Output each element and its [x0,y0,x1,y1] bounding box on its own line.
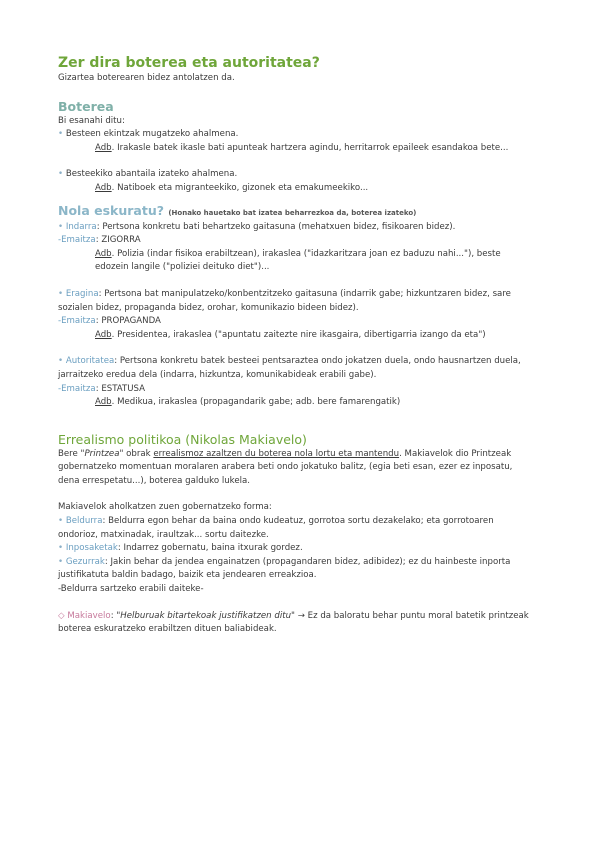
boterea-intro: Bi esanahi ditu: [58,115,125,126]
example-line: Adb. Presidentea, irakaslea ("apuntatu zaitezte nire ikasgaira, dibertigarria izango da eta") [95,329,486,340]
diamond-icon: ◇ [58,610,68,621]
emaitza-line: -Emaitza: ESTATUSA [58,383,146,394]
list-item-cont: justifikatuta baldin badago, baizik eta jendearen erreakzioa. [58,570,317,581]
list-item-inposaketak: • Inposaketak: Indarrez gobernatu, baina itxurak gordez. [58,543,303,554]
example-line: Adb. Polizia (indar fisikoa erabiltzean), irakaslea ("idazkaritzara joan ez baduzu nahi..."), beste [95,248,501,259]
page-title: Zer dira boterea eta autoritatea? [58,55,320,71]
bullet-icon: • [58,543,66,554]
list-item: • Besteekiko abantaila izateko ahalmena. [58,169,238,180]
example-line-cont: edozein langile ("poliziei deituko diet")... [95,262,270,273]
paragraph-printzea: Bere "Printzea" obrak errealismoz azaltzen du boterea nola lortu eta mantendu. Makiavelok dio Printzeak [58,448,512,459]
list-item-autoritatea: • Autoritatea: Pertsona konkretu batek besteei pentsaraztea ondo jokatzen duela, ondo hausnartzen duela, [58,356,521,367]
list-item-indarra: • Indarra: Pertsona konkretu bati behartzeko gaitasuna (mehatxuen bidez, fisikoaren bidez). [58,221,456,232]
bullet-icon: • [58,356,66,367]
section-heading-errealismo: Errealismo politikoa (Nikolas Makiavelo) [58,431,307,447]
makiavelo-quote-cont: boterea eskuratzeko erabiltzen dituen baliabideak. [58,624,277,635]
makiavelo-quote-line: ◇ Makiavelo: "Helburuak bitartekoak justifikatzen ditu" → Ez da baloratu behar puntu moral batetik printzeak [58,610,529,621]
bullet-icon: • [58,129,66,140]
document-page [58,54,558,637]
list-item-beldurra: • Beldurra: Beldurra egon behar da baina ondo kudeatuz, gorrotoa sortu dezakelako; eta gorrotoaren [58,516,494,527]
bullet-icon: • [58,288,66,299]
example-line: Adb. Natiboek eta migranteekiko, gizonek eta emakumeekiko... [95,182,369,193]
page-subtitle: Gizartea boterearen bidez antolatzen da. [58,73,235,83]
section-heading-nola: Nola eskuratu? (Honako hauetako bat izatea beharrezkoa da, boterea izateko) [58,202,417,218]
note-beldurra: -Beldurra sartzeko erabili daiteke- [58,584,204,595]
emaitza-line: -Emaitza: PROPAGANDA [58,316,161,327]
emaitza-line: -Emaitza: ZIGORRA [58,235,141,246]
example-line: Adb. Irakasle batek ikasle bati apunteak hartzera agindu, herritarrok epaileek esandakoa bete... [95,142,509,153]
paragraph-cont: dena errespetatu...), boterea galduko lukela. [58,475,251,486]
list-item-eragina: • Eragina: Pertsona bat manipulatzeko/konbentzitzeko gaitasuna (indarrik gabe; hizkuntzaren bidez, sare [58,288,511,299]
bullet-icon: • [58,516,66,527]
bullet-icon: • [58,556,66,567]
paragraph-aholkatzen: Makiavelok aholkatzen zuen gobernatzeko forma: [58,502,272,513]
list-item-cont: ondorioz, matxinadak, iraultzak... sortu daitezke. [58,529,269,540]
section-heading-boterea: Boterea [58,98,114,114]
paragraph-cont: gobernatzeko momentuan moralaren arabera beti ondo jokatuko balitz, (egia beti esan, ezer ez inposatu, [58,462,513,473]
list-item-cont: sozialen bidez, propaganda bidez, orohar, komunikazio bideen bidez). [58,302,359,313]
list-item-cont: jarraitzeko eredua dela (indarra, hizkuntza, komunikabideak erabili gabe). [58,369,377,380]
list-item: • Besteen ekintzak mugatzeko ahalmena. [58,129,239,140]
bullet-icon: • [58,221,66,232]
list-item-gezurrak: • Gezurrak: Jakin behar da jendea engainatzen (propagandaren bidez, adibidez); ez du hainbeste inporta [58,556,511,567]
bullet-icon: • [58,169,66,180]
example-line: Adb. Medikua, irakaslea (propagandarik gabe; adb. bere famarengatik) [95,397,401,408]
